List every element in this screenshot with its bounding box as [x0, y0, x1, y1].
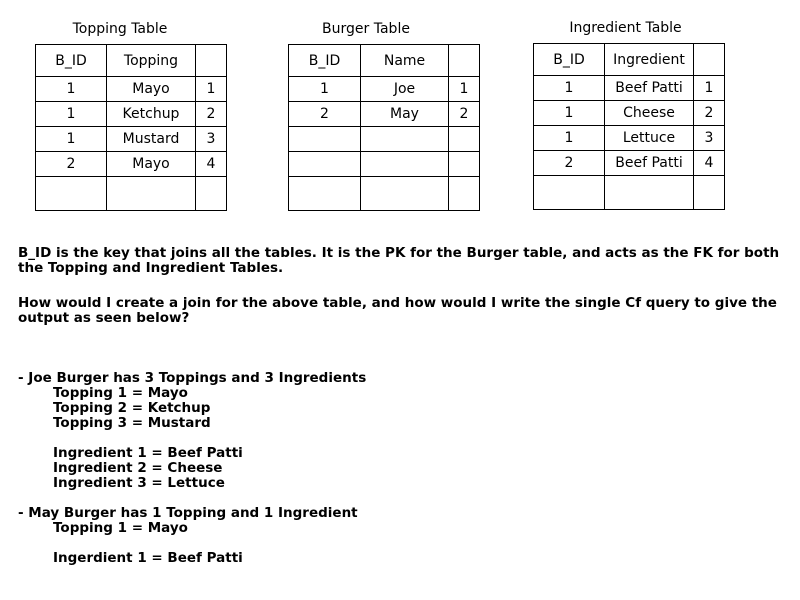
blank-line: [18, 536, 366, 551]
table-header-cell: [694, 44, 725, 76]
table-cell: 2: [694, 101, 725, 126]
table-row: [36, 127, 227, 152]
table-cell: [196, 177, 227, 211]
table-row: [36, 102, 227, 127]
output-line: Topping 2 = Ketchup: [53, 400, 211, 416]
topping-table-header-row: [36, 45, 227, 77]
table-cell: 1: [534, 101, 605, 126]
table-cell: Mayo: [107, 152, 196, 177]
table-row: [289, 77, 480, 102]
table-row: [534, 176, 725, 210]
blank-line: [18, 431, 366, 446]
output-line: - Joe Burger has 3 Toppings and 3 Ingredients: [18, 370, 367, 386]
description-paragraph-1: B_ID is the key that joins all the tables. It is the PK for the Burger table, and acts as the FK for both the Topping and Ingredient Tables.: [18, 245, 780, 276]
output-line: Topping 1 = Mayo: [53, 385, 188, 401]
table-cell: 2: [196, 102, 227, 127]
table-cell: 2: [449, 102, 480, 127]
table-cell: 1: [449, 77, 480, 102]
table-header-cell: Name: [361, 45, 449, 77]
table-cell: [289, 177, 361, 211]
table-row: [36, 152, 227, 177]
output-line: Ingredient 2 = Cheese: [53, 460, 223, 476]
table-cell: Joe: [361, 77, 449, 102]
burger-table-header-row: [289, 45, 480, 77]
table-cell: Beef Patti: [605, 151, 694, 176]
table-header-cell: Ingredient: [605, 44, 694, 76]
table-cell: 1: [694, 76, 725, 101]
table-cell: 1: [36, 77, 107, 102]
table-cell: Mayo: [107, 77, 196, 102]
table-cell: [449, 127, 480, 152]
table-cell: Mustard: [107, 127, 196, 152]
table-cell: 1: [36, 102, 107, 127]
table-row: [36, 77, 227, 102]
table-cell: [449, 177, 480, 211]
topping-table-title: Topping Table: [72, 21, 168, 37]
output-line: Topping 3 = Mustard: [53, 415, 211, 431]
table-cell: 1: [534, 126, 605, 151]
ingredient-table-header-row: [534, 44, 725, 76]
table-cell: 1: [289, 77, 361, 102]
table-cell: 2: [36, 152, 107, 177]
table-cell: 4: [196, 152, 227, 177]
table-row: [36, 177, 227, 211]
table-row: [534, 76, 725, 101]
description-paragraph-2: How would I create a join for the above table, and how would I write the single Cf query to give the output as seen below?: [18, 295, 777, 326]
table-cell: [361, 177, 449, 211]
table-cell: Ketchup: [107, 102, 196, 127]
table-cell: [107, 177, 196, 211]
table-cell: [36, 177, 107, 211]
table-row: [534, 126, 725, 151]
desired-output-list: [18, 371, 366, 566]
table-row: [289, 102, 480, 127]
burger-table-title: Burger Table: [322, 21, 410, 37]
table-cell: 2: [289, 102, 361, 127]
table-cell: 3: [196, 127, 227, 152]
table-cell: 1: [534, 76, 605, 101]
table-cell: May: [361, 102, 449, 127]
table-cell: [361, 127, 449, 152]
table-cell: 1: [36, 127, 107, 152]
blank-line: [18, 491, 366, 506]
output-line: Ingredient 1 = Beef Patti: [53, 445, 243, 461]
table-cell: [449, 152, 480, 177]
table-header-cell: [449, 45, 480, 77]
output-line: Topping 1 = Mayo: [53, 520, 188, 536]
table-cell: [694, 176, 725, 210]
burger-table: [288, 44, 480, 211]
output-line: Ingredient 3 = Lettuce: [53, 475, 225, 491]
table-cell: Lettuce: [605, 126, 694, 151]
table-row: [289, 177, 480, 211]
table-header-cell: [196, 45, 227, 77]
table-cell: [605, 176, 694, 210]
table-row: [289, 152, 480, 177]
table-cell: 3: [694, 126, 725, 151]
topping-table: [35, 44, 227, 211]
table-cell: [534, 176, 605, 210]
table-row: [534, 101, 725, 126]
table-cell: [289, 152, 361, 177]
table-cell: 2: [534, 151, 605, 176]
table-cell: [289, 127, 361, 152]
table-header-cell: B_ID: [36, 45, 107, 77]
table-cell: Cheese: [605, 101, 694, 126]
table-header-cell: B_ID: [289, 45, 361, 77]
ingredient-table: [533, 43, 725, 210]
table-header-cell: B_ID: [534, 44, 605, 76]
table-cell: Beef Patti: [605, 76, 694, 101]
output-line: Ingerdient 1 = Beef Patti: [53, 550, 243, 566]
output-line: - May Burger has 1 Topping and 1 Ingredient: [18, 505, 358, 521]
table-row: [534, 151, 725, 176]
table-cell: 1: [196, 77, 227, 102]
table-cell: 4: [694, 151, 725, 176]
ingredient-table-title: Ingredient Table: [569, 20, 682, 36]
table-row: [289, 127, 480, 152]
table-cell: [361, 152, 449, 177]
table-header-cell: Topping: [107, 45, 196, 77]
